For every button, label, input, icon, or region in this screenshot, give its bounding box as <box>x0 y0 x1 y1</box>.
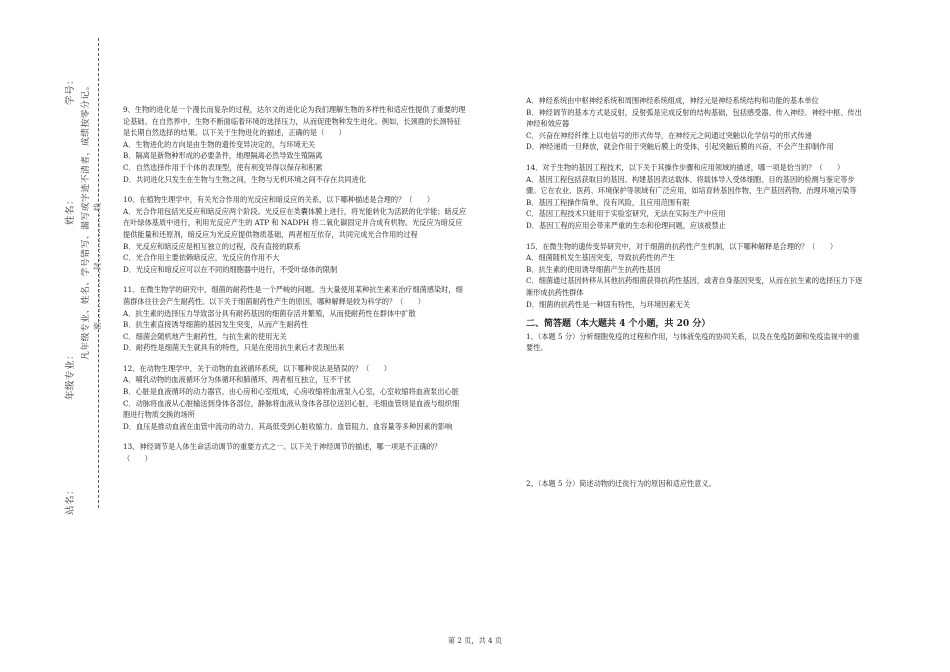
right-column <box>526 95 866 489</box>
answer-option: D．神经递质一旦释放，就会作用于突触后膜上的受体，引起突触后膜的兴奋，不会产生抑制作用 <box>526 142 834 152</box>
answer-option: D．基因工程的应用会带来严重的生态和伦理问题，应该被禁止 <box>526 220 726 230</box>
binding-student-id-label: 学号： <box>65 74 76 105</box>
section-title: 二、简答题（本大题共 4 个小题，共 20 分） <box>526 319 711 330</box>
answer-option: D．血压是推动血液在血管中流动的动力，其高低受到心脏收缩力、血管阻力、血容量等多种因素的影响 <box>123 421 453 431</box>
question-stem: 10、在植物生理学中，有关光合作用的光反应和暗反应的关系，以下哪种描述是合理的？（ ） <box>123 195 435 205</box>
left-column <box>123 104 466 465</box>
question-stem: 9、生物的进化是一个漫长而复杂的过程，达尔文的进化论为我们理解生物的多样性和适应性提供了重要的理论基础。在自然界中，生物不断面临着环境的选择压力，从而促使物种发生进化。例如，长颈鹿的长颈特征是长期自然选择的结果。以下关于生物进化的描述，正确的是（ ） <box>123 105 466 138</box>
answer-option: C．光合作用主要依赖暗反应，光反应的作用不大 <box>123 253 280 263</box>
answer-option: D．细菌的抗药性是一种固有特性，与环境因素无关 <box>526 299 690 309</box>
answer-space <box>526 354 866 478</box>
answer-option: C．细菌通过基因转移从其他抗药细菌获得抗药性基因，或者自身基因突变，从而在抗生素的选择压力下逐渐形成抗药性群体 <box>526 276 863 297</box>
question-stem: 14、对于生物的基因工程技术，以下关于其操作步骤和应用领域的描述，哪一项是恰当的？（ ） <box>526 162 845 172</box>
binding-seal-line: 密………………封………………线 <box>93 202 102 330</box>
binding-notice: 凡年级专业、姓名、学号错写、漏写或字迹不清者，成绩按零分记。 <box>81 81 91 360</box>
spacer <box>123 432 466 441</box>
answer-option: C．兴奋在神经纤维上以电信号的形式传导，在神经元之间通过突触以化学信号的形式传递 <box>526 130 812 140</box>
question-stem: 13、神经调节是人体生命活动调节的重要方式之一。以下关于神经调节的描述，哪一项是不正确的？（ ） <box>123 442 442 464</box>
answer-option: B．心脏是血液循环的动力器官，由心房和心室组成，心房收缩将血液泵入心室，心室收缩将血液泵出心脏 <box>123 387 459 397</box>
spacer <box>123 354 466 363</box>
answer-option: A．基因工程包括获取目的基因、构建基因表达载体、将载体导入受体细胞、目的基因的检测与鉴定等步骤。它在农业、医药、环境保护等领域有广泛应用，如培育转基因作物、生产基因药物、治理环境污染等 <box>526 174 857 196</box>
answer-option: C．基因工程技术只能用于实验室研究，无法在实际生产中应用 <box>526 209 726 219</box>
question-stem: 12、在动物生理学中，关于动物的血液循环系统，以下哪种说法是错误的？（ ） <box>123 363 391 373</box>
page-footer: 第 2 页，共 4 页 <box>447 636 503 645</box>
answer-option: B．光反应和暗反应是相互独立的过程，没有直接的联系 <box>123 241 301 251</box>
answer-option: B．隔离是新物种形成的必要条件，地理隔离必然导致生殖隔离 <box>123 151 323 161</box>
answer-option: A．细菌随机发生基因突变，导致抗药性的产生 <box>526 253 675 263</box>
question-stem: 1、（本题 5 分）分析细胞免疫的过程和作用，与体液免疫的协同关系，以及在免疫防御和免疫监视中的重要性。 <box>526 331 860 353</box>
answer-option: A．抗生素的选择压力导致部分具有耐药基因的细菌存活并繁殖，从而使耐药性在群体中扩散 <box>123 308 416 318</box>
question-stem: 2、（本题 5 分）简述动物的迁徙行为的原因和适应性意义。 <box>526 478 716 488</box>
answer-option: B．神经调节的基本方式是反射，反射弧是完成反射的结构基础，包括感受器、传入神经、神经中枢、传出神经和效应器 <box>526 107 862 129</box>
question-stem: 15、在微生物的遗传变异研究中，对于细菌的抗药性产生机制，以下哪种解释是合理的？（ ） <box>526 241 838 251</box>
answer-option: A．神经系统由中枢神经系统和周围神经系统组成，神经元是神经系统结构和功能的基本单位 <box>526 96 819 105</box>
answer-option: A．光合作用包括光反应和暗反应两个阶段。光反应在类囊体膜上进行，将光能转化为活跃的化学能；暗反应在叶绿体基质中进行，利用光反应产生的 ATP 和 NADPH 将二氧化碳固定并合成有机物。光反应为暗反应提供能量和还原剂，暗反应为光反应提供物质基础，两者相互依存，共同完成光合作用的过程 <box>123 206 467 239</box>
binding-name-label: 姓名： <box>65 194 76 225</box>
answer-option: B．基因工程操作简单，没有风险，且应用范围有限 <box>526 197 690 207</box>
answer-option: C．动脉将血液从心脏输送到身体各部位，静脉将血液从身体各部位送回心脏，毛细血管则是血液与组织细胞进行物质交换的场所 <box>123 398 460 420</box>
answer-option: C．细菌会随机地产生耐药性，与抗生素的使用无关 <box>123 331 287 341</box>
spacer <box>123 185 466 194</box>
answer-option: C．自然选择作用于个体的表现型，使有利变异得以保存和积累 <box>123 162 323 172</box>
spacer <box>526 310 866 319</box>
answer-option: A．哺乳动物的血液循环分为体循环和肺循环，两者相互独立，互不干扰 <box>123 375 352 385</box>
question-stem: 11、在微生物学的研究中，细菌的耐药性是一个严峻的问题。当大量使用某种抗生素来治疗细菌感染时，细菌群体往往会产生耐药性。以下关于细菌耐药性产生的原因，哪种解释是较为科学的？（ ） <box>123 285 463 306</box>
spacer <box>123 275 466 284</box>
binding-margin <box>0 0 115 672</box>
binding-major-label: 年级专业： <box>65 349 76 400</box>
spacer <box>526 232 866 241</box>
answer-option: B．抗生素直接诱导细菌的基因发生突变，从而产生耐药性 <box>123 320 308 330</box>
answer-option: D．共同进化只发生在生物与生物之间，生物与无机环境之间不存在共同进化 <box>123 174 366 184</box>
spacer <box>526 153 866 162</box>
binding-dashed-line <box>98 38 99 508</box>
answer-option: D．光反应和暗反应可以在不同的细胞器中进行，不受叶绿体的限制 <box>123 264 338 274</box>
binding-school-label: 站名： <box>65 484 76 515</box>
answer-option: B．抗生素的使用诱导细菌产生抗药性基因 <box>526 264 661 274</box>
answer-option: A．生物进化的方向是由生物的遗传变异决定的，与环境无关 <box>123 139 316 149</box>
answer-option: D．耐药性是细菌天生就具有的特性，只是在使用抗生素后才表现出来 <box>123 343 345 353</box>
